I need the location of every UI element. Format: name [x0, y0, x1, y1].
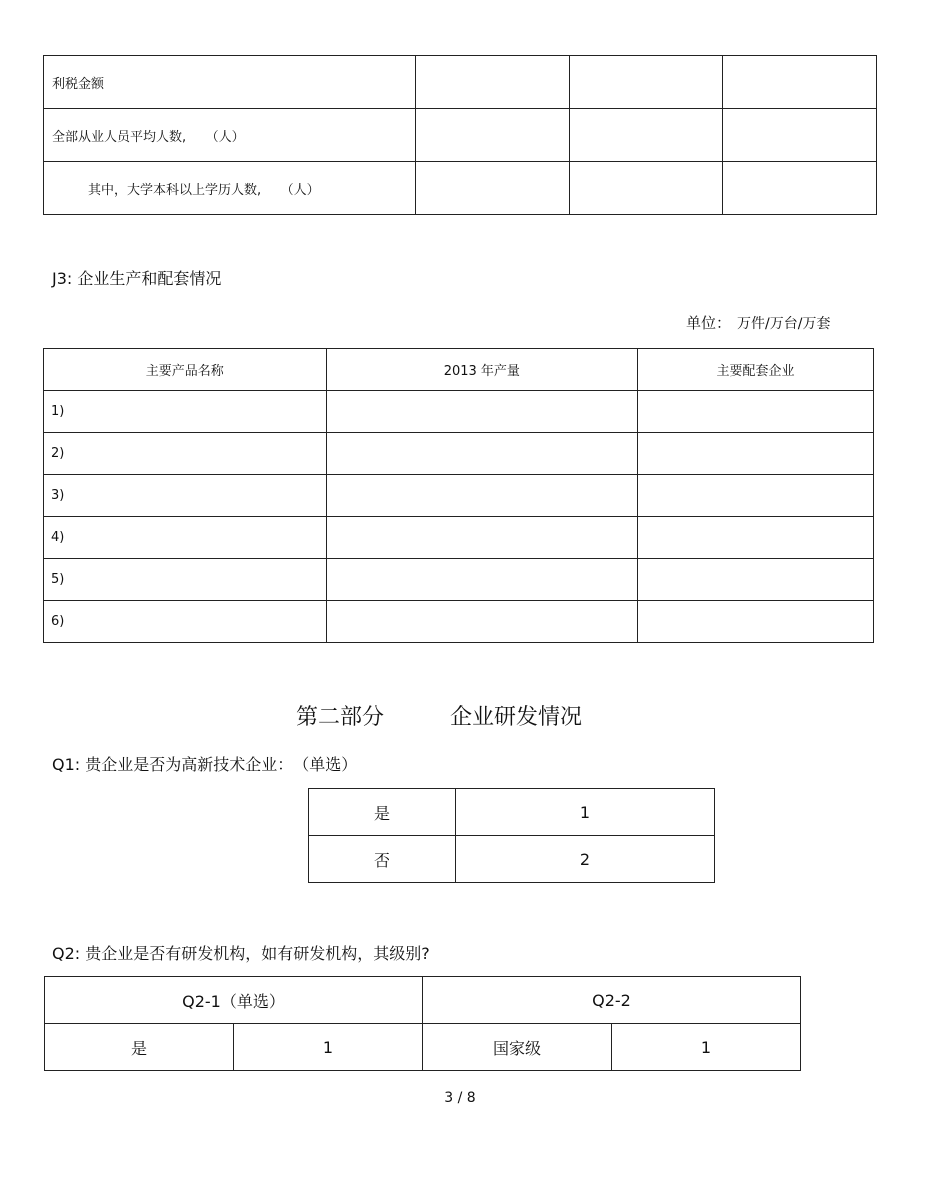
option-row[interactable]: [309, 836, 715, 883]
table-cell[interactable]: [326, 559, 637, 601]
row-label: 全部从业人员平均人数, （人）: [44, 109, 416, 162]
table-cell[interactable]: [569, 56, 723, 109]
column-header: 2013 年产量: [326, 349, 637, 391]
table-row: [44, 56, 877, 109]
column-header: 主要配套企业: [638, 349, 874, 391]
table-cell[interactable]: [723, 162, 877, 215]
section-title-topic: 企业研发情况: [450, 705, 583, 730]
table-cell[interactable]: [638, 433, 874, 475]
finance-table: [43, 55, 877, 215]
q2-question: Q2: 贵企业是否有研发机构，如有研发机构，其级别?: [52, 944, 430, 963]
row-label: 利税金额: [44, 56, 416, 109]
table-cell[interactable]: [326, 517, 637, 559]
table-row: [44, 517, 874, 559]
column-header: Q2-1（单选）: [45, 977, 423, 1024]
option-label: 是: [309, 789, 456, 836]
row-number: 1): [44, 391, 327, 433]
table-row: [44, 162, 877, 215]
table-cell[interactable]: [326, 433, 637, 475]
table-cell[interactable]: [723, 109, 877, 162]
table-cell[interactable]: [569, 109, 723, 162]
table-cell[interactable]: [638, 601, 874, 643]
option-code[interactable]: 1: [456, 789, 715, 836]
option-row[interactable]: [309, 789, 715, 836]
j3-title: J3: 企业生产和配套情况: [52, 269, 222, 288]
option-code[interactable]: 2: [456, 836, 715, 883]
option-code[interactable]: 1: [234, 1024, 423, 1071]
column-header: Q2-2: [423, 977, 801, 1024]
table-row: [44, 109, 877, 162]
table-row: [44, 391, 874, 433]
table-cell[interactable]: [326, 391, 637, 433]
q2-table: [44, 976, 801, 1071]
page-number: 3 / 8: [444, 1090, 476, 1106]
table-cell[interactable]: [415, 162, 569, 215]
table-header-row: [45, 977, 801, 1024]
table-cell[interactable]: [326, 601, 637, 643]
table-row: [44, 601, 874, 643]
table-cell[interactable]: [326, 475, 637, 517]
section-title-part: 第二部分: [296, 705, 385, 730]
unit-value: 万件/万台/万套: [737, 316, 831, 332]
production-table: [43, 348, 874, 643]
column-header: 主要产品名称: [44, 349, 327, 391]
row-number: 5): [44, 559, 327, 601]
option-code[interactable]: 1: [612, 1024, 801, 1071]
unit-label: [686, 312, 830, 333]
table-cell[interactable]: [638, 475, 874, 517]
table-cell[interactable]: [415, 56, 569, 109]
table-cell[interactable]: [638, 559, 874, 601]
table-cell[interactable]: [638, 391, 874, 433]
table-cell[interactable]: [569, 162, 723, 215]
unit-label-text: 单位：: [686, 314, 732, 332]
option-row[interactable]: [45, 1024, 801, 1071]
option-label: 是: [45, 1024, 234, 1071]
option-label: 否: [309, 836, 456, 883]
row-label: 其中，大学本科以上学历人数, （人）: [44, 162, 416, 215]
table-header-row: [44, 349, 874, 391]
table-cell[interactable]: [415, 109, 569, 162]
option-label: 国家级: [423, 1024, 612, 1071]
table-cell[interactable]: [638, 517, 874, 559]
row-number: 4): [44, 517, 327, 559]
section-title: [296, 700, 582, 731]
table-row: [44, 475, 874, 517]
row-number: 3): [44, 475, 327, 517]
row-number: 6): [44, 601, 327, 643]
table-row: [44, 559, 874, 601]
q1-question: Q1: 贵企业是否为高新技术企业： （单选）: [52, 755, 358, 774]
table-cell[interactable]: [723, 56, 877, 109]
row-number: 2): [44, 433, 327, 475]
table-row: [44, 433, 874, 475]
q1-options-table: [308, 788, 715, 883]
